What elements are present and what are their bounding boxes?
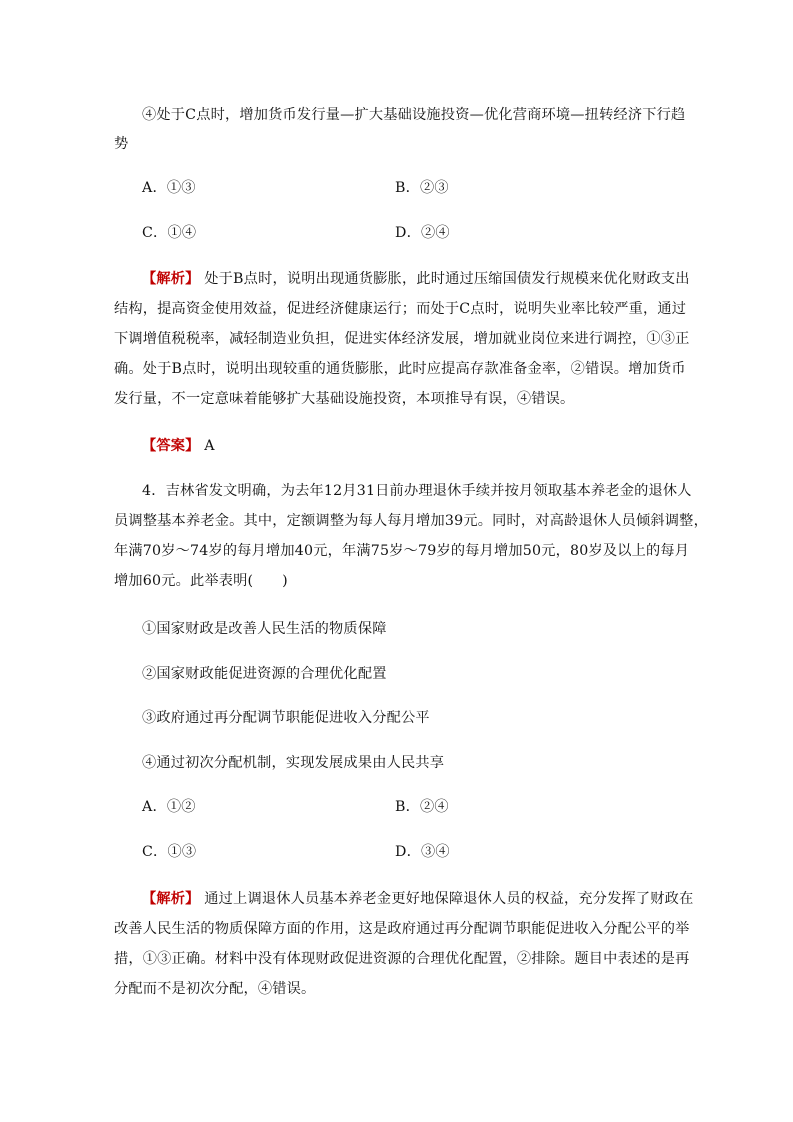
q3-analysis-line: 结构，提高资金使用效益，促进经济健康运行；而处于C点时，说明失业率比较严重，通过	[114, 301, 687, 317]
q3-analysis-line: 发行量，不一定意味着能够扩大基础设施投资，本项推导有误，④错误。	[114, 391, 575, 407]
q4-analysis-line: 改善人民生活的物质保障方面的作用，这是政府通过再分配调节职能促进收入分配公平的举	[114, 921, 690, 937]
q3-analysis	[114, 264, 690, 414]
q3-option-b: B．②③	[395, 180, 449, 196]
q4-stem-line: 增加60元。此举表明( )	[114, 573, 288, 589]
q3-item-4-line2: 势	[114, 136, 129, 152]
q4-stem-line: 4．吉林省发文明确，为去年12月31日前办理退休手续并按月领取基本养老金的退休人	[142, 483, 692, 499]
q3-analysis-line: 下调增值税税率，减轻制造业负担，促进实体经济发展，增加就业岗位来进行调控，①③正	[114, 331, 690, 347]
q4-analysis-tag: 【解析】	[142, 891, 200, 907]
q3-answer-tag: 【答案】	[142, 438, 200, 454]
q4-stem-line: 年满70岁～74岁的每月增加40元，年满75岁～79岁的每月增加50元，80岁及以上的每月	[114, 543, 690, 559]
q4-option-d: D．③④	[395, 844, 450, 860]
q3-analysis-line: 确。处于B点时，说明出现较重的通货膨胀，此时应提高存款准备金率，②错误。增加货币	[114, 361, 686, 377]
q3-answer	[142, 436, 712, 456]
q4-item-4: ④通过初次分配机制，实现发展成果由人民共享	[142, 755, 445, 771]
q4-analysis-line: 措，①③正确。材料中没有体现财政促进资源的合理优化配置，②排除。题目中表述的是再	[114, 951, 690, 967]
q4-stem	[114, 476, 708, 596]
q4-item-3: ③政府通过再分配调节职能促进收入分配公平	[142, 710, 430, 726]
q3-answer-value: A	[204, 438, 215, 454]
q4-option-c: C．①③	[142, 844, 197, 860]
q4-item-1: ①国家财政是改善人民生活的物质保障	[142, 621, 387, 637]
q3-analysis-tag: 【解析】	[142, 271, 200, 287]
q4-options-row1	[142, 797, 712, 817]
q3-options-row1	[142, 178, 712, 198]
q4-options-row2	[142, 842, 712, 862]
q3-item-4-line1: ④处于C点时，增加货币发行量—扩大基础设施投资—优化营商环境—扭转经济下行趋	[142, 107, 686, 123]
q4-analysis-line: 分配而不是初次分配，④错误。	[114, 981, 316, 997]
q3-option-a: A．①③	[142, 180, 196, 196]
q4-item-2: ②国家财政能促进资源的合理优化配置	[142, 666, 387, 682]
q4-analysis-line: 【解析】 通过上调退休人员基本养老金更好地保障退休人员的权益，充分发挥了财政在	[142, 891, 694, 907]
q4-analysis	[114, 884, 694, 1004]
q3-analysis-line: 【解析】 处于B点时，说明出现通货膨胀，此时通过压缩国债发行规模来优化财政支出	[142, 271, 690, 287]
q3-option-c: C．①④	[142, 225, 197, 241]
q4-option-a: A．①②	[142, 799, 196, 815]
q3-options-row2	[142, 223, 712, 243]
q3-option-d: D．②④	[395, 225, 450, 241]
q4-stem-line: 员调整基本养老金。其中，定额调整为每人每月增加39元。同时，对高龄退休人员倾斜调整，	[114, 513, 708, 529]
q4-option-b: B．②④	[395, 799, 449, 815]
